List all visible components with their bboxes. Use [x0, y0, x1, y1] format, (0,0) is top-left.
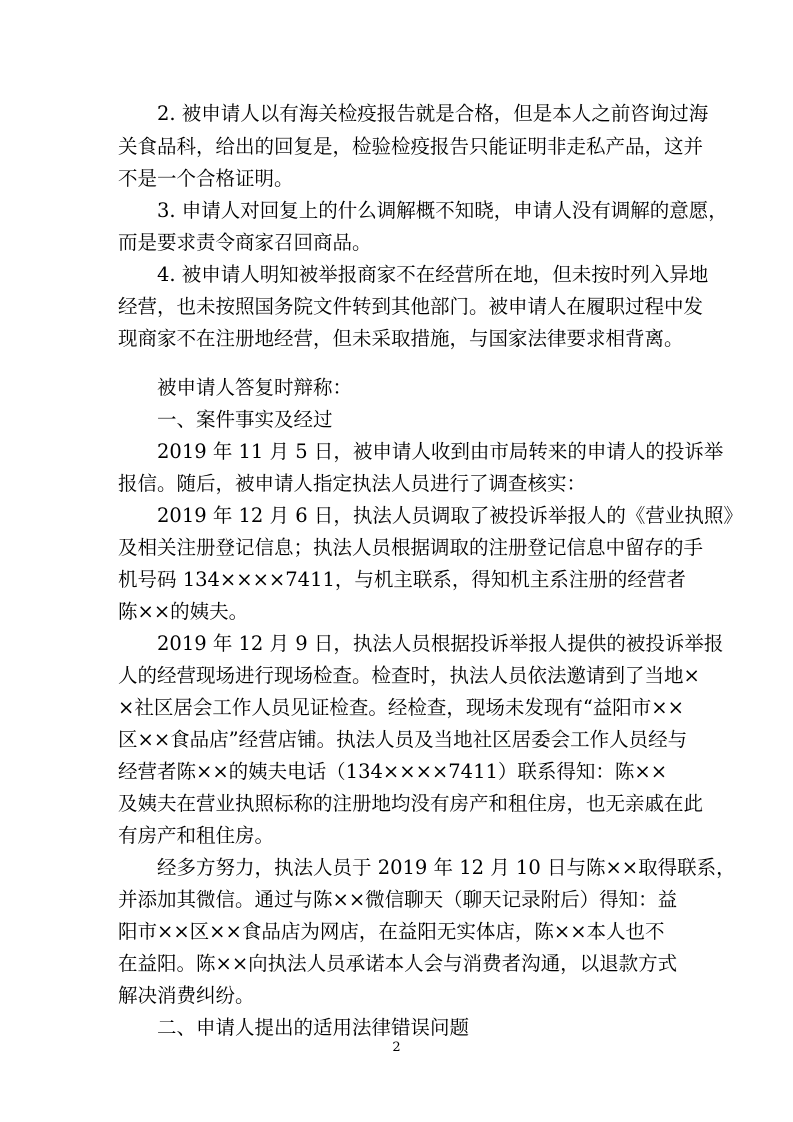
- text-line: 陈××的姨夫。: [118, 600, 249, 623]
- text-line: 经营者陈××的姨夫电话（134××××7411）联系得知：陈××: [118, 760, 668, 783]
- text-line: 2. 被申请人以有海关检疫报告就是合格，但是本人之前咨询过海: [118, 102, 709, 125]
- section-heading: 二、申请人提出的适用法律错误问题: [118, 1016, 470, 1039]
- text-line: 现商家不在注册地经营，但未采取措施，与国家法律要求相背离。: [118, 327, 684, 350]
- text-line: 3. 申请人对回复上的什么调解概不知晓，申请人没有调解的意愿，: [118, 199, 728, 222]
- text-line: 机号码 134××××7411，与机主联系，得知机主系注册的经营者: [118, 568, 686, 591]
- page-number: 2: [392, 1040, 401, 1055]
- text-line: 在益阳。陈××向执法人员承诺本人会与消费者沟通，以退款方式: [118, 952, 678, 975]
- text-line: 及相关注册登记信息；执法人员根据调取的注册登记信息中留存的手: [118, 536, 704, 559]
- text-line: 2019 年 12 月 9 日，执法人员根据投诉举报人提供的被投诉举报: [118, 632, 724, 655]
- text-line: 人的经营现场进行现场检查。检查时，执法人员依法邀请到了当地×: [118, 664, 700, 687]
- text-line: 及姨夫在营业执照标称的注册地均没有房产和租住房，也无亲戚在此: [118, 792, 704, 815]
- section-heading: 被申请人答复时辩称：: [118, 376, 353, 399]
- text-line: 不是一个合格证明。: [118, 167, 294, 190]
- text-line: ×社区居会工作人员见证检查。经检查，现场未发现有“益阳市××: [118, 696, 684, 719]
- text-line: 有房产和租住房。: [118, 824, 275, 847]
- text-line: 阳市××区××食品店为网店，在益阳无实体店，陈××本人也不: [118, 920, 665, 943]
- text-line: 解决消费纠纷。: [118, 984, 255, 1007]
- section-heading: 一、案件事实及经过: [118, 408, 333, 431]
- text-line: 2019 年 11 月 5 日，被申请人收到由市局转来的申请人的投诉举: [118, 440, 724, 463]
- text-line: 2019 年 12 月 6 日，执法人员调取了被投诉举报人的《营业执照》: [118, 504, 743, 527]
- text-line: 经营，也未按照国务院文件转到其他部门。被申请人在履职过程中发: [118, 295, 704, 318]
- text-line: 4. 被申请人明知被举报商家不在经营所在地，但未按时列入异地: [118, 263, 709, 286]
- text-line: 报信。随后，被申请人指定执法人员进行了调查核实：: [118, 472, 587, 495]
- text-line: 经多方努力，执法人员于 2019 年 12 月 10 日与陈××取得联系，: [118, 856, 736, 879]
- text-line: 区××食品店”经营店铺。执法人员及当地社区居委会工作人员经与: [118, 728, 688, 751]
- text-line: 而是要求责令商家召回商品。: [118, 231, 372, 254]
- text-line: 并添加其微信。通过与陈××微信聊天（聊天记录附后）得知：益: [118, 888, 678, 911]
- text-line: 关食品科，给出的回复是，检验检疫报告只能证明非走私产品，这并: [118, 135, 704, 158]
